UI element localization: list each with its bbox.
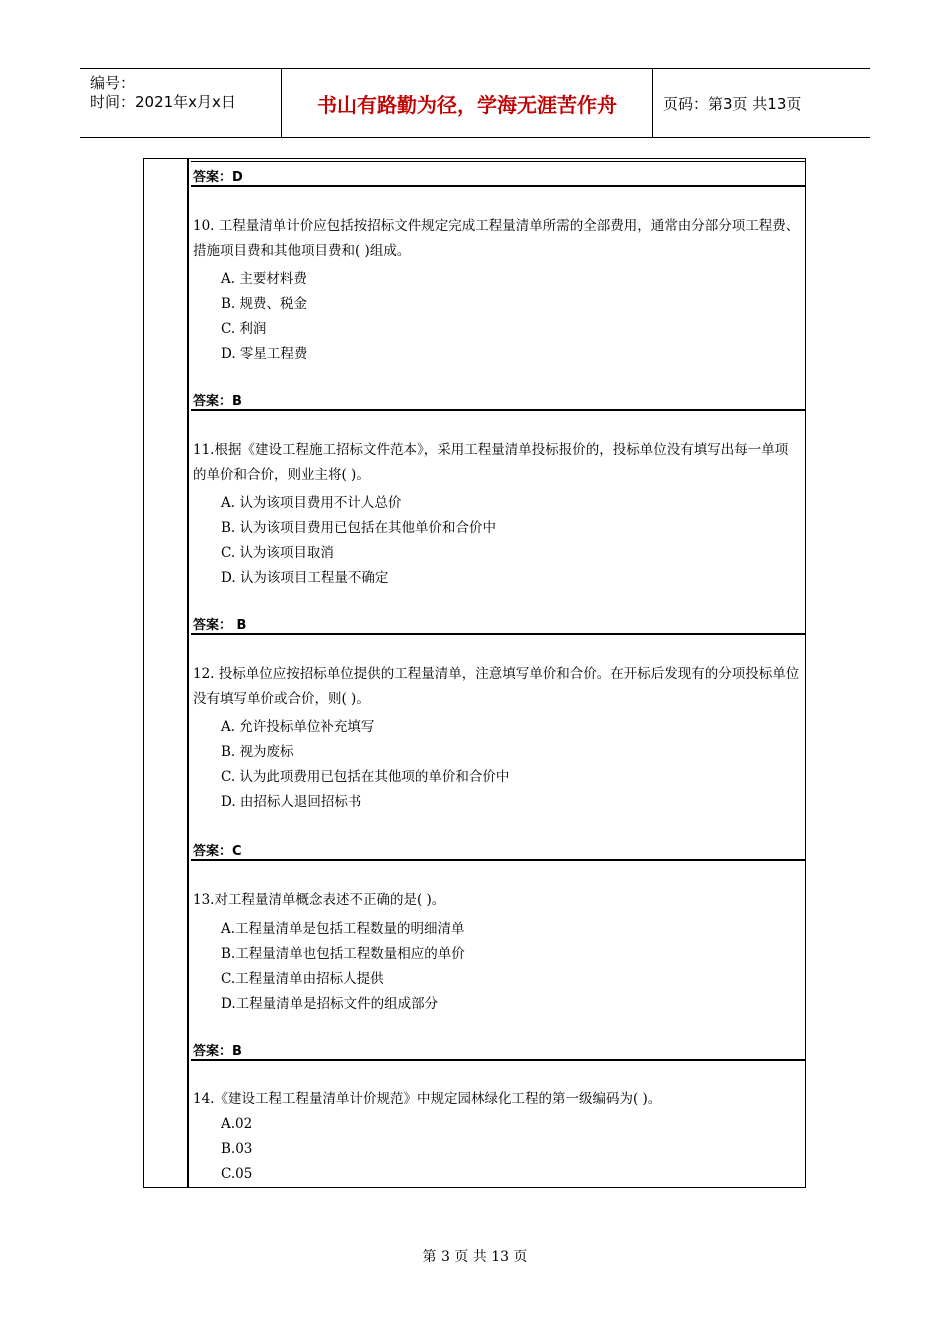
question-14-stem: 14.《建设工程工程量清单计价规范》中规定园林绿化工程的第一级编码为( )。	[193, 1091, 662, 1107]
question-12-option-c: C. 认为此项费用已包括在其他项的单价和合价中	[221, 769, 510, 785]
question-14-option-b: B.03	[221, 1141, 253, 1157]
date-line: 时间：2021年x月x日	[90, 93, 236, 111]
question-13-stem: 13.对工程量清单概念表述不正确的是( )。	[193, 892, 446, 908]
header-motto-cell	[282, 69, 653, 137]
answer-11: 答案： B	[193, 618, 247, 633]
header-meta-cell	[80, 69, 282, 137]
divider	[191, 409, 805, 411]
divider	[191, 1059, 805, 1061]
question-13-option-d: D.工程量清单是招标文件的组成部分	[221, 996, 439, 1012]
question-13-option-a: A.工程量清单是包括工程数量的明细清单	[221, 921, 465, 937]
divider	[191, 859, 805, 861]
divider	[191, 185, 805, 187]
question-10-option-a: A. 主要材料费	[221, 271, 307, 287]
question-10-stem: 10. 工程量清单计价应包括按招标文件规定完成工程量清单所需的全部费用，通常由分部分项工程费、措施项目费和其他项目费和( )组成。	[193, 218, 800, 259]
page-info: 页码：第3页 共13页	[663, 95, 802, 113]
question-11-option-c: C. 认为该项目取消	[221, 545, 334, 561]
question-frame	[143, 158, 806, 1188]
question-12-option-d: D. 由招标人退回招标书	[221, 794, 362, 810]
question-10-option-b: B. 规费、税金	[221, 296, 308, 312]
document-header	[80, 68, 870, 138]
answer-10: 答案：B	[193, 394, 242, 409]
question-11-option-d: D. 认为该项目工程量不确定	[221, 570, 389, 586]
frame-left-column	[144, 159, 189, 1187]
question-list	[191, 159, 805, 1187]
question-12-option-a: A. 允许投标单位补充填写	[221, 719, 375, 735]
divider	[191, 161, 805, 162]
page-footer: 第 3 页 共 13 页	[422, 1249, 528, 1265]
question-12-stem: 12. 投标单位应按招标单位提供的工程量清单，注意填写单价和合价。在开标后发现有的分项投标单位没有填写单价或合价，则( )。	[193, 666, 800, 707]
question-14-option-c: C.05	[221, 1166, 253, 1182]
answer-12: 答案：C	[193, 844, 242, 859]
divider	[191, 633, 805, 635]
motto: 书山有路勤为径，学海无涯苦作舟	[317, 93, 617, 117]
question-11-stem: 11.根据《建设工程施工招标文件范本》，采用工程量清单投标报价的，投标单位没有填写出每一单项的单价和合价，则业主将( )。	[193, 442, 789, 483]
code-label: 编号：	[90, 74, 136, 92]
header-page-cell	[653, 69, 870, 137]
question-13-option-b: B.工程量清单也包括工程数量相应的单价	[221, 946, 465, 962]
question-12-option-b: B. 视为废标	[221, 744, 294, 760]
answer-9: 答案：D	[193, 170, 243, 185]
question-14-option-a: A.02	[221, 1116, 253, 1132]
question-13-option-c: C.工程量清单由招标人提供	[221, 971, 384, 987]
question-10-option-d: D. 零星工程费	[221, 346, 308, 362]
question-11-option-a: A. 认为该项目费用不计人总价	[221, 495, 402, 511]
answer-13: 答案：B	[193, 1044, 242, 1059]
question-11-option-b: B. 认为该项目费用已包括在其他单价和合价中	[221, 520, 497, 536]
question-10-option-c: C. 利润	[221, 321, 267, 337]
